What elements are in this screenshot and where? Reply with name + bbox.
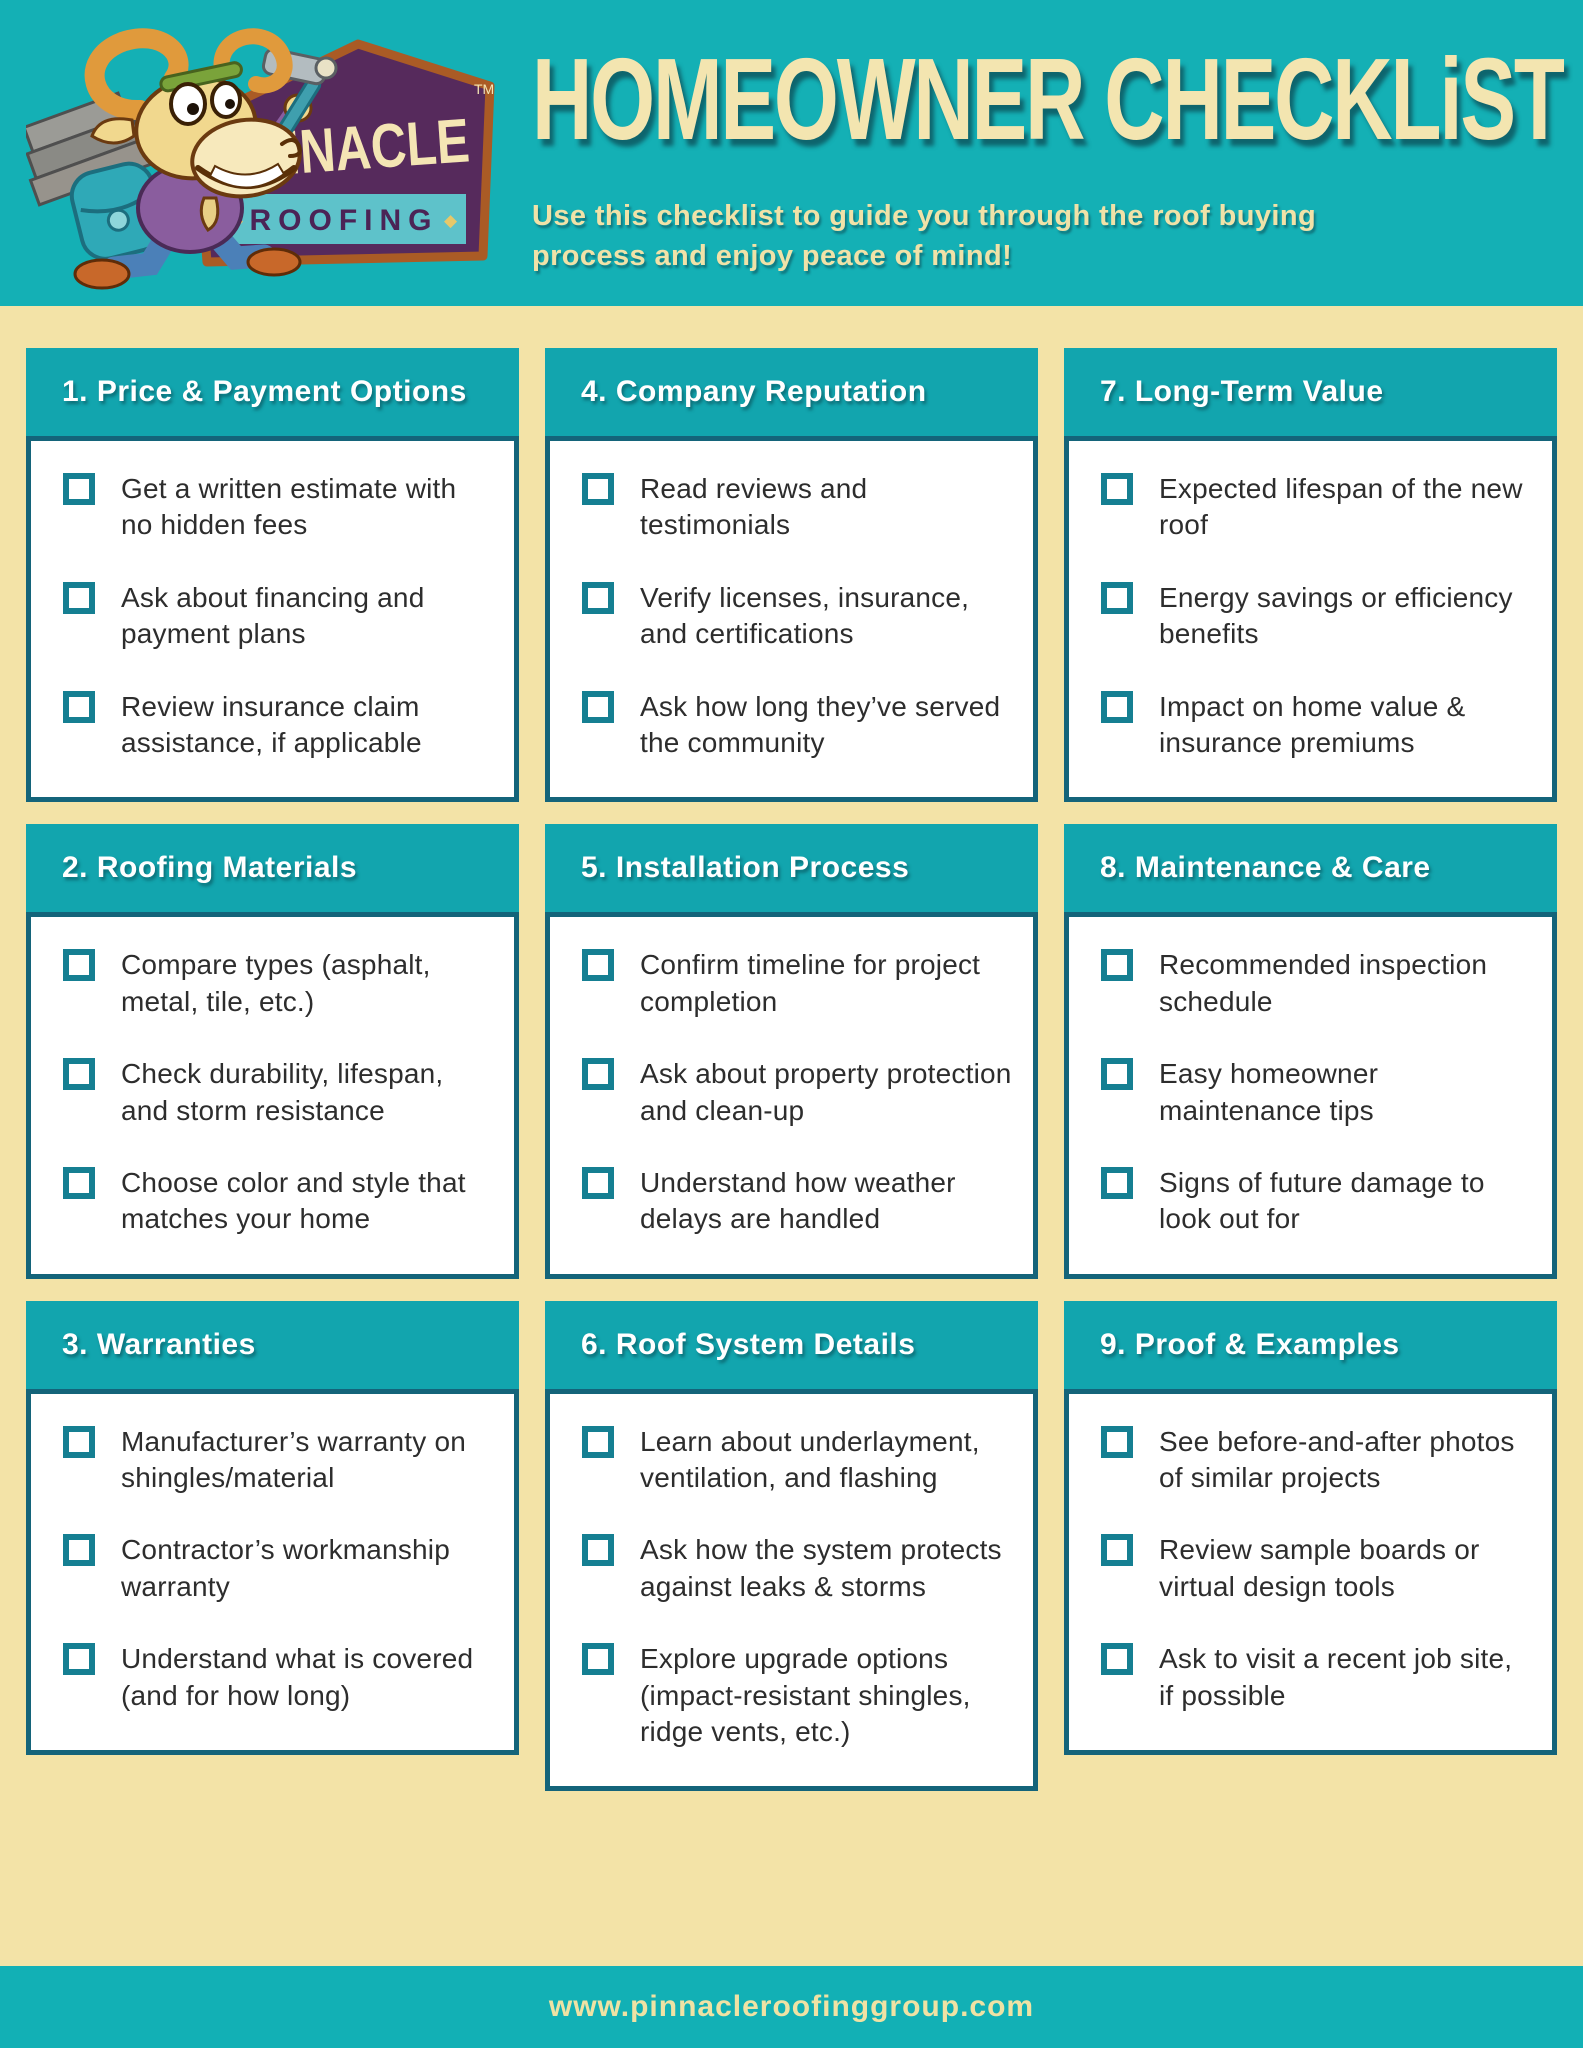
checkbox[interactable] (582, 691, 614, 723)
checklist-item (1101, 1165, 1532, 1238)
card-title: 5. Installation Process (545, 824, 1038, 912)
checklist-item-label: Ask how long they’ve served the community (640, 690, 1001, 758)
svg-text:◆: ◆ (444, 211, 458, 230)
card-title: 2. Roofing Materials (26, 824, 519, 912)
card-title: 3. Warranties (26, 1301, 519, 1389)
checklist-item (63, 1056, 494, 1129)
checkbox[interactable] (63, 1643, 95, 1675)
checklist-item-label: Choose color and style that matches your home (121, 1166, 466, 1235)
checklist-item-label: Impact on home value & insurance premiums (1159, 690, 1466, 758)
checklist-item-label: Energy savings or efficiency benefits (1159, 581, 1513, 650)
checklist-item (1101, 1056, 1532, 1129)
checklist-item (63, 1532, 494, 1605)
checklist-item-label: Understand what is covered (and for how long) (121, 1643, 474, 1711)
checklist-item-label: Verify licenses, insurance, and certifications (640, 581, 970, 650)
checklist-item-label: Read reviews and testimonials (640, 473, 868, 541)
checklist-item (1101, 947, 1532, 1020)
checklist-item-label: Signs of future damage to look out for (1159, 1166, 1485, 1235)
logo-brand-line2: ROOFING (249, 204, 439, 237)
checklist-item-label: Learn about underlayment, ventilation, and flashing (640, 1425, 980, 1494)
checkbox[interactable] (582, 1534, 614, 1566)
checklist-content (0, 306, 1583, 1966)
checkbox[interactable] (1101, 1426, 1133, 1458)
checklist-item-label: Explore upgrade options (impact-resistant shingles, ridge vents, etc.) (640, 1643, 971, 1748)
card-warranties (26, 1301, 519, 1755)
checklist-item (63, 471, 494, 544)
logo-brand-line1: PINNACLE (215, 101, 508, 193)
checkbox[interactable] (1101, 1534, 1133, 1566)
checklist-item-label: Expected lifespan of the new roof (1159, 473, 1523, 541)
checkbox[interactable] (1101, 1643, 1133, 1675)
checklist-item (582, 947, 1013, 1020)
checkbox[interactable] (63, 1426, 95, 1458)
checklist-item (582, 1424, 1013, 1497)
card-body (1064, 912, 1557, 1278)
goat-mascot-icon (26, 36, 336, 288)
checklist-item-label: See before-and-after photos of similar projects (1159, 1425, 1515, 1494)
checklist-item-label: Recommended inspection schedule (1159, 949, 1488, 1017)
page-title: HOMEOWNER CHECKLiST (532, 34, 1563, 164)
checkbox[interactable] (582, 949, 614, 981)
card-company-reputation (545, 348, 1038, 802)
checklist-item (1101, 580, 1532, 653)
checklist-item (582, 1532, 1013, 1605)
checkbox[interactable] (582, 1426, 614, 1458)
card-price-payment-options (26, 348, 519, 802)
checkbox[interactable] (63, 1534, 95, 1566)
card-body (26, 912, 519, 1278)
checklist-item (63, 689, 494, 762)
page-subtitle: Use this checklist to guide you through the roof buying process and enjoy peace of mind! (532, 200, 1317, 273)
card-body (545, 1389, 1038, 1792)
checkbox[interactable] (582, 1167, 614, 1199)
logo-graphic (26, 16, 508, 292)
checkbox[interactable] (1101, 1167, 1133, 1199)
checkbox[interactable] (582, 1643, 614, 1675)
checklist-item-label: Easy homeowner maintenance tips (1159, 1058, 1379, 1126)
card-proof-examples (1064, 1301, 1557, 1755)
checklist-item (63, 1165, 494, 1238)
checklist-item-label: Compare types (asphalt, metal, tile, etc.) (121, 949, 431, 1017)
card-long-term-value (1064, 348, 1557, 802)
checklist-item (582, 580, 1013, 653)
checkbox[interactable] (1101, 473, 1133, 505)
checkbox[interactable] (1101, 582, 1133, 614)
checklist-item (1101, 471, 1532, 544)
checkbox[interactable] (582, 582, 614, 614)
card-title: 8. Maintenance & Care (1064, 824, 1557, 912)
checklist-item (582, 1641, 1013, 1750)
checklist-item (63, 580, 494, 653)
card-body (1064, 1389, 1557, 1755)
card-title: 9. Proof & Examples (1064, 1301, 1557, 1389)
card-maintenance-care (1064, 824, 1557, 1278)
card-roofing-materials (26, 824, 519, 1278)
checklist-item-label: Manufacturer’s warranty on shingles/material (121, 1425, 466, 1494)
checkbox[interactable] (1101, 691, 1133, 723)
checklist-item (582, 471, 1013, 544)
checklist-item-label: Check durability, lifespan, and storm resistance (121, 1058, 444, 1126)
card-roof-system-details (545, 1301, 1038, 1792)
checklist-item-label: Contractor’s workmanship warranty (121, 1534, 451, 1602)
card-title: 1. Price & Payment Options (26, 348, 519, 436)
checklist-item-label: Ask about property protection and clean-up (640, 1058, 1012, 1126)
checklist-grid (26, 348, 1557, 1791)
checkbox[interactable] (63, 1058, 95, 1090)
checklist-item (63, 1641, 494, 1714)
footer-band (0, 1966, 1583, 2048)
checklist-item-label: Review insurance claim assistance, if applicable (121, 690, 422, 758)
card-installation-process (545, 824, 1038, 1278)
checklist-item (1101, 1641, 1532, 1714)
card-body (545, 436, 1038, 802)
card-title: 6. Roof System Details (545, 1301, 1038, 1389)
header-band (0, 0, 1583, 306)
card-body (26, 436, 519, 802)
checklist-item-label: Confirm timeline for project completion (640, 949, 981, 1017)
footer-website-url[interactable]: www.pinnacleroofinggroup.com (548, 1990, 1035, 2023)
checklist-item (1101, 1532, 1532, 1605)
header-title-block (532, 34, 1563, 276)
checklist-item-label: Get a written estimate with no hidden fees (121, 473, 457, 541)
checklist-item-label: Review sample boards or virtual design tools (1159, 1534, 1480, 1602)
checkbox[interactable] (63, 1167, 95, 1199)
checklist-item-label: Understand how weather delays are handled (640, 1166, 956, 1235)
checkbox[interactable] (63, 473, 95, 505)
card-body (545, 912, 1038, 1278)
checkbox[interactable] (582, 473, 614, 505)
logo-trademark: TM (474, 81, 495, 97)
card-title: 7. Long-Term Value (1064, 348, 1557, 436)
checklist-item (1101, 1424, 1532, 1497)
checklist-item-label: Ask to visit a recent job site, if possible (1159, 1643, 1513, 1711)
card-title: 4. Company Reputation (545, 348, 1038, 436)
checklist-item (582, 689, 1013, 762)
checkbox[interactable] (582, 1058, 614, 1090)
checkbox[interactable] (1101, 949, 1133, 981)
checklist-item (582, 1165, 1013, 1238)
checklist-item-label: Ask how the system protects against leaks & storms (640, 1534, 1002, 1602)
checkbox[interactable] (63, 949, 95, 981)
checkbox[interactable] (63, 691, 95, 723)
checklist-item (63, 1424, 494, 1497)
checkbox[interactable] (63, 582, 95, 614)
card-body (26, 1389, 519, 1755)
checkbox[interactable] (1101, 1058, 1133, 1090)
checklist-item (63, 947, 494, 1020)
checklist-item (582, 1056, 1013, 1129)
checklist-item-label: Ask about financing and payment plans (121, 581, 425, 650)
card-body (1064, 436, 1557, 802)
checklist-item (1101, 689, 1532, 762)
pinnacle-roofing-logo (26, 16, 508, 292)
